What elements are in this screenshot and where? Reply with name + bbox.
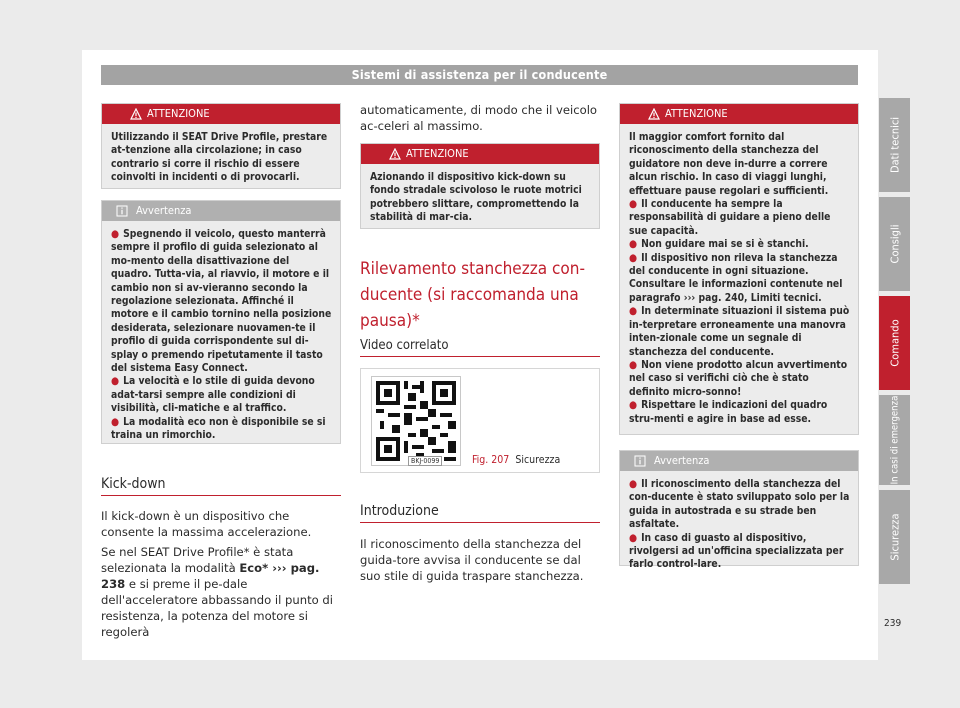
qr-code-icon xyxy=(372,377,460,465)
figure-code: BKJ-0099 xyxy=(408,456,442,466)
kickdown-continued: automaticamente, di modo che il veicolo ac-celeri al massimo. xyxy=(360,103,598,133)
kickdown-rule xyxy=(101,495,341,496)
page-link[interactable]: ››› pag. 238 xyxy=(101,561,320,591)
tab-dati-tecnici[interactable]: Dati tecnici xyxy=(879,98,910,192)
warning-text: Utilizzando il SEAT Drive Profile, prestare at-tenzione alla circolazione; in caso contrario si corre il rischio di essere coinvolti in incidenti o di provocarli. xyxy=(111,131,328,184)
note-box-fatigue xyxy=(619,450,859,571)
warning-label: ATTENZIONE xyxy=(406,147,469,160)
warning-box-kickdown xyxy=(360,143,600,229)
warning-body xyxy=(620,124,858,432)
warning-triangle-icon xyxy=(648,108,660,120)
warning-text: Azionando il dispositivo kick-down su fondo stradale scivoloso le ruote motrici potrebbero slittare, compromettendo la stabilità di mar-cia. xyxy=(370,171,582,224)
video-label: Video correlato xyxy=(360,338,449,353)
warning-item: ● Rispettare le indicazioni del quadro stru-menti e agire in base ad esse. xyxy=(629,399,828,425)
note-item: ● Il riconoscimento della stanchezza del con-ducente è stato sviluppato solo per la guida in autostrada e su strade ben asfaltate. xyxy=(629,478,850,531)
note-label: Avvertenza xyxy=(136,204,192,217)
warning-label: ATTENZIONE xyxy=(147,107,210,120)
page-number: 239 xyxy=(884,618,902,629)
note-item: ● In caso di guasto al dispositivo, rivolgersi ad un'officina specializzata per farlo control-lare. xyxy=(629,531,844,571)
introduction-text: Il riconoscimento della stanchezza del guida-tore avvisa il conducente se dal suo stile di guida traspare stanchezza. xyxy=(360,537,584,583)
warning-label: ATTENZIONE xyxy=(665,107,728,120)
info-icon xyxy=(116,205,128,217)
tab-comando[interactable]: Comando xyxy=(879,296,910,390)
warning-item: ● Non guidare mai se si è stanchi. xyxy=(629,238,809,251)
tab-emergenza[interactable]: In casi di emergenza xyxy=(879,395,910,485)
kickdown-title: Kick-down xyxy=(101,476,166,492)
note-body xyxy=(102,221,340,449)
introduction-rule xyxy=(360,522,600,523)
note-header xyxy=(620,451,858,471)
page-header: Sistemi di assistenza per il conducente xyxy=(101,65,858,85)
warning-box-fatigue xyxy=(619,103,859,435)
warning-item: ● Il conducente ha sempre la responsabilità di guidare a pieno delle sue capacità. xyxy=(629,198,831,237)
note-item: ● Spegnendo il veicolo, questo manterrà sempre il profilo di guida selezionato al mo-mento della disattivazione del quadro. Tutta-via, al riavvio, il motore e il cambio non si av-vieranno secondo la regolazione selezionata. Affinché il motore e il cambio tornino nella posizione desiderata, selezionare nuovamen-te il profilo di guida corrispondente sul di-splay o premendo ripetutamente il tasto del sistema Easy Connect. xyxy=(111,228,332,375)
info-icon xyxy=(634,455,646,467)
fatigue-detection-title: Rilevamento stanchezza con-ducente (si raccomanda una pausa)* xyxy=(360,259,585,331)
note-header xyxy=(102,201,340,221)
warning-header xyxy=(102,104,340,124)
note-body xyxy=(620,471,858,578)
note-item: ● La modalità eco non è disponibile se si traina un rimorchio. xyxy=(111,415,326,442)
tab-sicurezza[interactable]: Sicurezza xyxy=(879,490,910,584)
warning-item: ● Il dispositivo non rileva la stanchezza del conducente in ogni situazione. Consultare le informazioni contenute nel paragrafo ››› pag. 240, Limiti tecnici. xyxy=(629,251,843,304)
note-label: Avvertenza xyxy=(654,454,710,467)
warning-triangle-icon xyxy=(130,108,142,120)
kickdown-paragraph-1: Il kick-down è un dispositivo che consente la massima accelerazione. xyxy=(101,509,312,539)
note-box-drive-profile xyxy=(101,200,341,444)
kickdown-paragraph-2: Se nel SEAT Drive Profile* è stata selezionata la modalità Eco* ››› pag. 238 e si preme il pe-dale dell'acceleratore abbassando il punto di resistenza, la potenza del motore si regolerà xyxy=(101,545,333,639)
figure-caption: Fig. 207 Sicurezza xyxy=(472,454,561,466)
tab-consigli[interactable]: Consigli xyxy=(879,197,910,291)
note-item: ● La velocità e lo stile di guida devono adat-tarsi sempre alle condizioni di visibilità, cli-matiche e al traffico. xyxy=(111,375,315,415)
figure-207 xyxy=(360,368,600,473)
introduction-title: Introduzione xyxy=(360,503,439,519)
warning-item: ● In determinate situazioni il sistema può in-terpretare erroneamente una manovra inten-zionale come un segnale di stanchezza del conducente. xyxy=(629,305,850,358)
warning-header xyxy=(620,104,858,124)
video-rule xyxy=(360,356,600,357)
warning-box-seat-drive xyxy=(101,103,341,189)
warning-triangle-icon xyxy=(389,148,401,160)
warning-item: ● Non viene prodotto alcun avvertimento nel caso si verifichi ciò che è stato definito micro-sonno! xyxy=(629,358,848,398)
qr-code-image[interactable] xyxy=(371,376,461,466)
warning-header xyxy=(361,144,599,164)
warning-lead: Il maggior comfort fornito dal riconoscimento della stanchezza del guidatore non deve in-durre a correre alcun rischio. In caso di viaggi lunghi, effettuare pause regolari e sufficienti. xyxy=(629,131,829,197)
